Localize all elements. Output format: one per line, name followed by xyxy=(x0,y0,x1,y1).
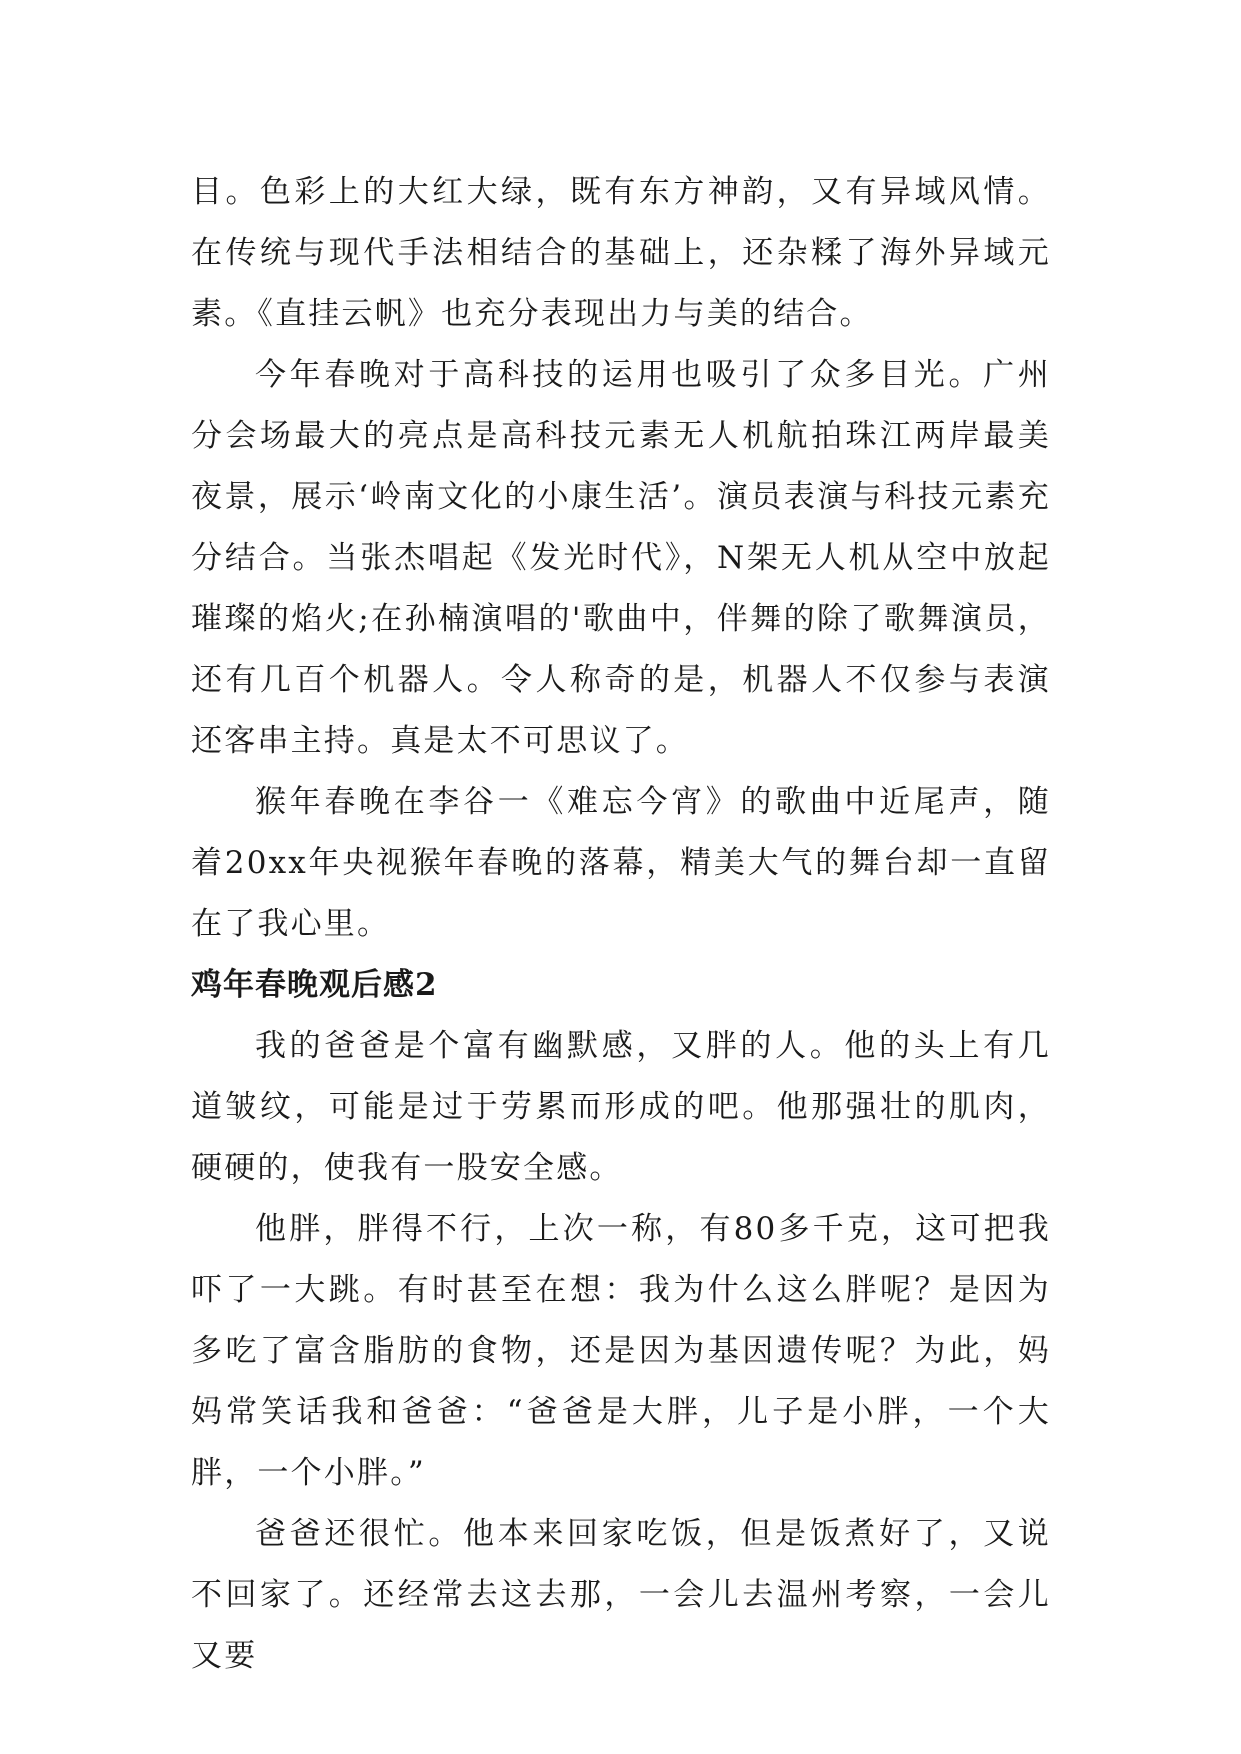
document-page xyxy=(191,162,1051,1687)
section-title: 鸡年春晚观后感2 xyxy=(191,967,438,1003)
paragraph-1: 目。色彩上的大红大绿，既有东方神韵，又有异域风情。在传统与现代手法相结合的基础上，还杂糅了海外异域元素。《直挂云帆》也充分表现出力与美的结合。 xyxy=(191,174,1051,332)
paragraph-5: 他胖，胖得不行，上次一称，有80多千克，这可把我吓了一大跳。有时甚至在想：我为什么这么胖呢？是因为多吃了富含脂肪的食物，还是因为基因遗传呢？为此，妈妈常笑话我和爸爸：“爸爸是大胖，儿子是小胖，一个大胖，一个小胖。” xyxy=(191,1211,1051,1491)
paragraph-2: 今年春晚对于高科技的运用也吸引了众多目光。广州分会场最大的亮点是高科技元素无人机航拍珠江两岸最美夜景，展示‘岭南文化的小康生活’。演员表演与科技元素充分结合。当张杰唱起《发光时代》，N架无人机从空中放起璀璨的焰火;在孙楠演唱的'歌曲中，伴舞的除了歌舞演员，还有几百个机器人。令人称奇的是，机器人不仅参与表演还客串主持。真是太不可思议了。 xyxy=(191,357,1051,759)
paragraph-6: 爸爸还很忙。他本来回家吃饭，但是饭煮好了，又说不回家了。还经常去这去那，一会儿去温州考察，一会儿又要 xyxy=(191,1516,1051,1674)
paragraph-3: 猴年春晚在李谷一《难忘今宵》的歌曲中近尾声，随着20xx年央视猴年春晚的落幕，精美大气的舞台却一直留在了我心里。 xyxy=(191,784,1051,942)
paragraph-4: 我的爸爸是个富有幽默感，又胖的人。他的头上有几道皱纹，可能是过于劳累而形成的吧。他那强壮的肌肉，硬硬的，使我有一股安全感。 xyxy=(191,1028,1051,1186)
